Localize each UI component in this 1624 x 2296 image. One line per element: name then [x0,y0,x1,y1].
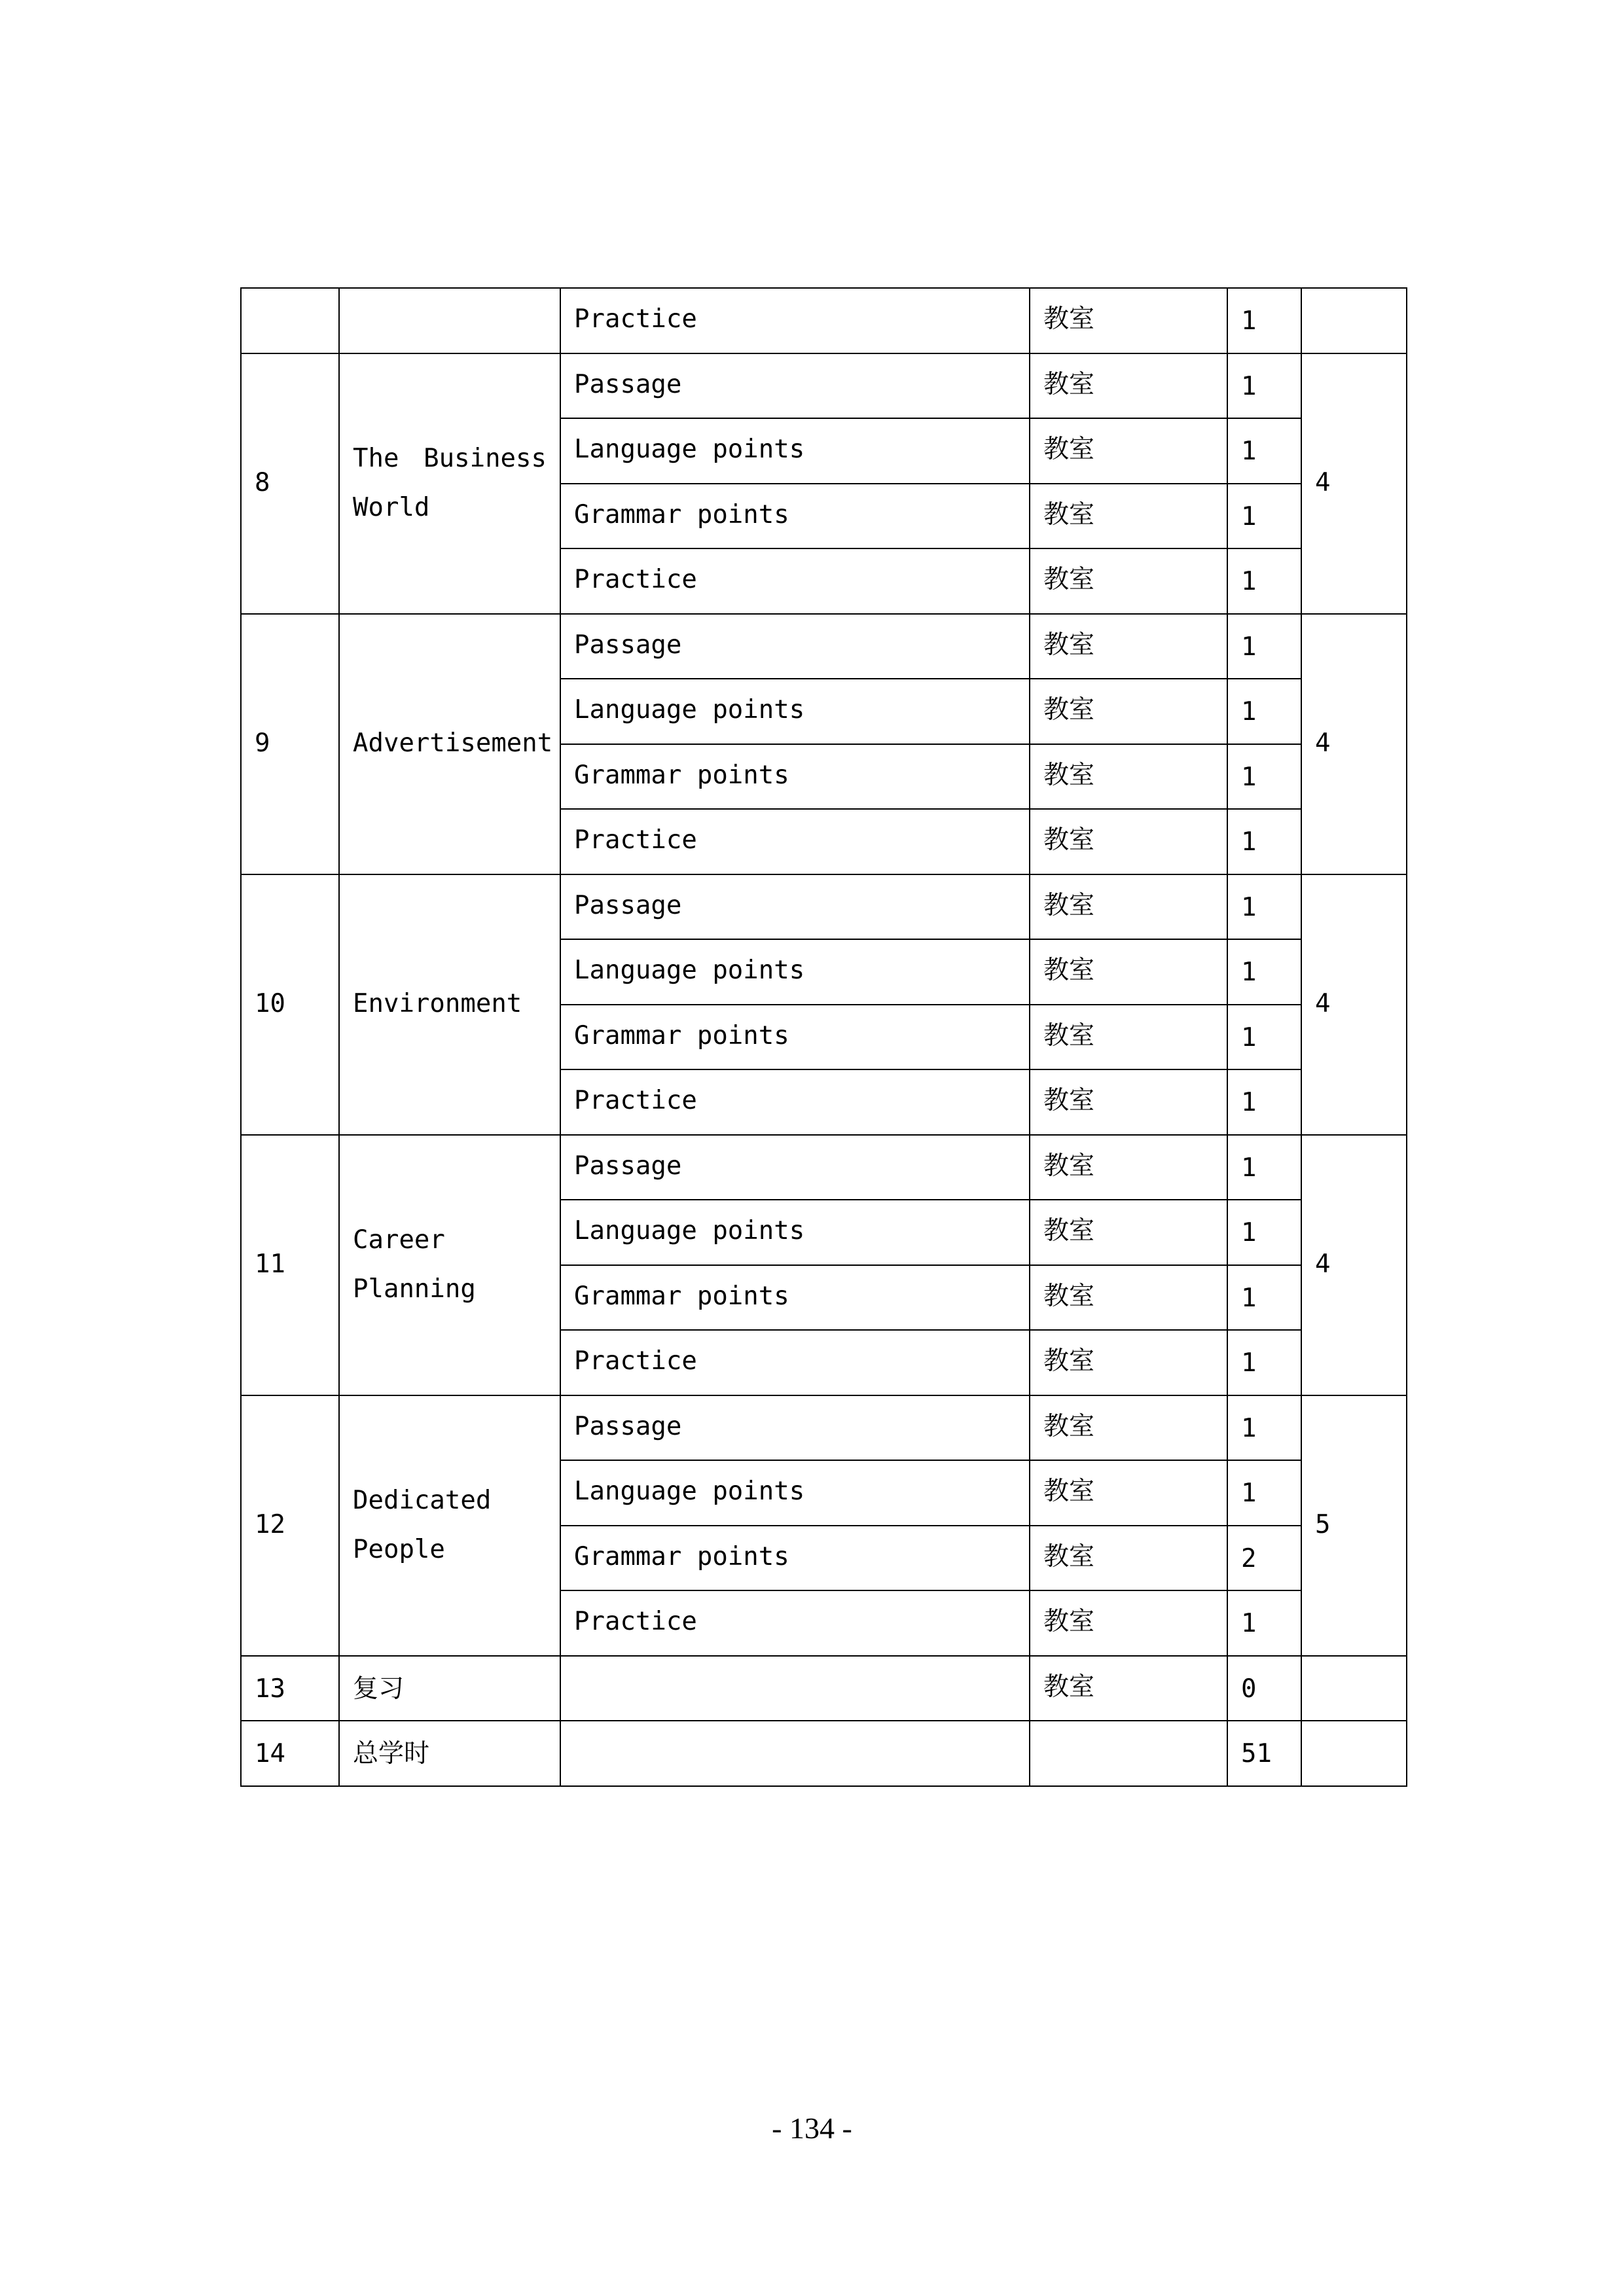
unit-number-cell: 12 [241,1395,339,1656]
subtopic-cell: Passage [560,874,1030,940]
subtopic-cell: Language points [560,1200,1030,1265]
unit-topic-cell [339,1135,560,1395]
unit-topic-cell [339,353,560,614]
hours-cell: 1 [1227,1200,1301,1265]
unit-topic-line: People [353,1534,445,1564]
unit-topic-line: Environment [353,989,522,1019]
subtopic-cell: Practice [560,1330,1030,1395]
hours-cell: 1 [1227,418,1301,484]
hours-cell: 51 [1227,1721,1301,1786]
unit-total-cell: 5 [1301,1395,1407,1656]
course-schedule-table [240,287,1407,1787]
location-cell: 教室 [1030,1460,1227,1526]
subtopic-cell: Passage [560,353,1030,419]
unit-total-cell: 4 [1301,874,1407,1135]
location-cell: 教室 [1030,1526,1227,1591]
unit-number-cell: 14 [241,1721,339,1786]
hours-cell: 1 [1227,744,1301,810]
location-cell: 教室 [1030,1330,1227,1395]
location-cell [1030,1721,1227,1786]
hours-cell: 1 [1227,614,1301,679]
unit-total-cell [1301,1721,1407,1786]
hours-cell: 1 [1227,874,1301,940]
location-cell: 教室 [1030,418,1227,484]
unit-total-cell: 4 [1301,614,1407,874]
hours-cell: 1 [1227,1330,1301,1395]
subtopic-cell: Practice [560,1590,1030,1656]
location-cell: 教室 [1030,1590,1227,1656]
location-cell: 教室 [1030,874,1227,940]
location-cell: 教室 [1030,939,1227,1005]
table-row [241,288,1407,353]
location-cell: 教室 [1030,1135,1227,1200]
subtopic-cell: Passage [560,614,1030,679]
unit-topic-cell: 复习 [339,1656,560,1721]
hours-cell: 1 [1227,484,1301,549]
unit-topic-cell [339,1395,560,1656]
subtopic-cell: Passage [560,1395,1030,1461]
location-cell: 教室 [1030,679,1227,744]
unit-number-cell: 13 [241,1656,339,1721]
table-row [241,1135,1407,1200]
subtopic-cell: Passage [560,1135,1030,1200]
location-cell: 教室 [1030,288,1227,353]
unit-total-cell: 4 [1301,353,1407,614]
unit-topic-cell [339,288,560,353]
subtopic-cell: Language points [560,939,1030,1005]
unit-topic-line: Career [353,1225,445,1255]
location-cell: 教室 [1030,1005,1227,1070]
table-row [241,874,1407,940]
table-row [241,1721,1407,1786]
subtopic-cell: Grammar points [560,1005,1030,1070]
unit-topic-cell: 总学时 [339,1721,560,1786]
location-cell: 教室 [1030,1395,1227,1461]
table-row [241,614,1407,679]
hours-cell: 1 [1227,353,1301,419]
hours-cell: 1 [1227,288,1301,353]
hours-cell: 1 [1227,809,1301,874]
subtopic-cell: Grammar points [560,744,1030,810]
unit-topic-cell [339,874,560,1135]
location-cell: 教室 [1030,1069,1227,1135]
subtopic-cell: Practice [560,548,1030,614]
hours-cell: 1 [1227,1265,1301,1331]
unit-number-cell: 11 [241,1135,339,1395]
subtopic-cell: Practice [560,288,1030,353]
subtopic-cell: Language points [560,679,1030,744]
unit-topic-line: The Business [353,444,547,474]
unit-number-cell: 8 [241,353,339,614]
subtopic-cell: Practice [560,809,1030,874]
hours-cell: 1 [1227,1069,1301,1135]
subtopic-cell: Grammar points [560,1265,1030,1331]
location-cell: 教室 [1030,1200,1227,1265]
unit-number-cell: 10 [241,874,339,1135]
hours-cell: 1 [1227,1135,1301,1200]
hours-cell: 1 [1227,1395,1301,1461]
unit-topic-line: Planning [353,1274,476,1304]
subtopic-cell [560,1721,1030,1786]
hours-cell: 0 [1227,1656,1301,1721]
location-cell: 教室 [1030,548,1227,614]
hours-cell: 1 [1227,1005,1301,1070]
subtopic-cell: Practice [560,1069,1030,1135]
unit-total-cell [1301,288,1407,353]
subtopic-cell: Language points [560,1460,1030,1526]
location-cell: 教室 [1030,1656,1227,1721]
unit-number-cell [241,288,339,353]
unit-topic-line: Advertisement [353,728,553,759]
table-row [241,1395,1407,1461]
location-cell: 教室 [1030,614,1227,679]
unit-total-cell [1301,1656,1407,1721]
unit-topic-line: Dedicated [353,1486,492,1516]
subtopic-cell: Grammar points [560,484,1030,549]
subtopic-cell: Language points [560,418,1030,484]
unit-total-cell: 4 [1301,1135,1407,1395]
location-cell: 教室 [1030,484,1227,549]
hours-cell: 1 [1227,1460,1301,1526]
location-cell: 教室 [1030,809,1227,874]
subtopic-cell [560,1656,1030,1721]
location-cell: 教室 [1030,353,1227,419]
unit-topic-cell [339,614,560,874]
table-row [241,1656,1407,1721]
table-row [241,353,1407,419]
unit-topic-line: World [353,492,430,522]
unit-number-cell: 9 [241,614,339,874]
hours-cell: 1 [1227,939,1301,1005]
hours-cell: 2 [1227,1526,1301,1591]
location-cell: 教室 [1030,744,1227,810]
subtopic-cell: Grammar points [560,1526,1030,1591]
page-number: - 134 - [772,2111,852,2145]
hours-cell: 1 [1227,548,1301,614]
schedule-body [241,288,1407,1786]
location-cell: 教室 [1030,1265,1227,1331]
hours-cell: 1 [1227,1590,1301,1656]
hours-cell: 1 [1227,679,1301,744]
